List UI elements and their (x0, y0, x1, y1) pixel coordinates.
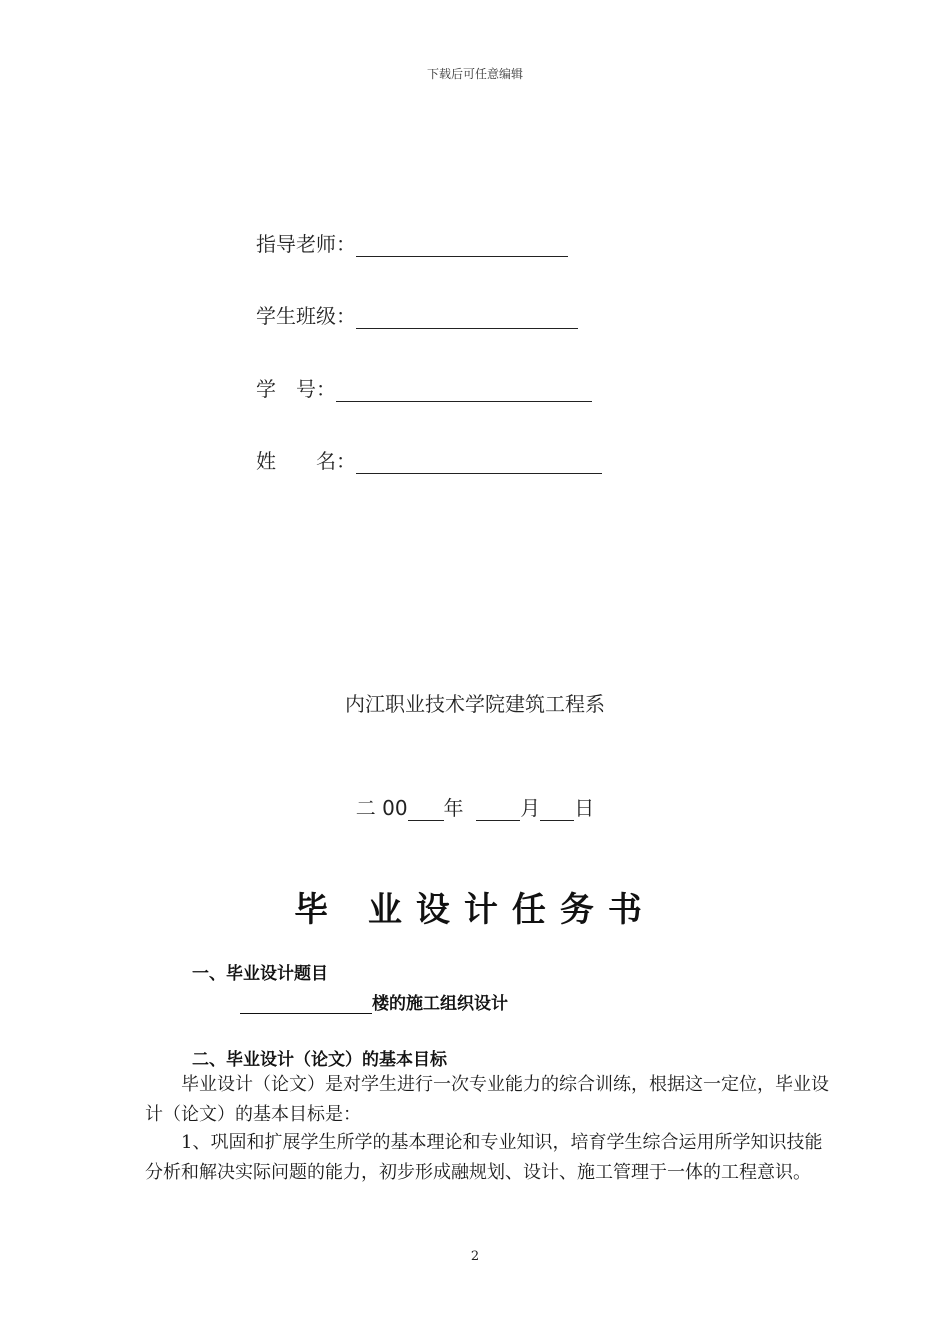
date-prefix: 二 00 (355, 796, 408, 820)
header-note: 下载后可任意编辑 (426, 67, 523, 81)
section2-paragraph-1: 毕业设计（论文）是对学生进行一次专业能力的综合训练，根据这一定位，毕业设计（论文）的基本目标是： (145, 1074, 829, 1125)
year-blank (408, 800, 444, 821)
page-number: 2 (470, 1249, 480, 1264)
date-day: 日 (574, 796, 595, 820)
topic-line (240, 989, 508, 1014)
name-blank (356, 451, 602, 474)
section2-paragraph-2: 1、巩固和扩展学生所学的基本理论和专业知识，培育学生综合运用所学知识技能分析和解决实际问题的能力，初步形成融规划、设计、施工管理于一体的工程意识。 (145, 1132, 823, 1183)
date-year: 年 (443, 796, 464, 820)
topic-suffix: 楼的施工组织设计 (372, 994, 508, 1014)
advisor-field (256, 228, 568, 257)
student-id-field (256, 373, 592, 402)
student-id-label: 学 号： (256, 377, 336, 401)
department: 内江职业技术学院建筑工程系 (345, 692, 605, 716)
document-title: 毕 业设计任务书 (294, 890, 656, 930)
date-line (0, 792, 950, 821)
section2-heading: 二、毕业设计（论文）的基本目标 (192, 1050, 447, 1070)
section1-heading: 一、毕业设计题目 (192, 964, 328, 984)
month-blank (476, 800, 520, 821)
topic-blank (240, 995, 372, 1014)
class-blank (356, 306, 578, 329)
day-blank (540, 800, 574, 821)
class-label: 学生班级： (256, 304, 356, 328)
class-field (256, 300, 578, 329)
name-label: 姓 名： (256, 449, 356, 473)
advisor-blank (356, 234, 568, 257)
name-field (256, 445, 602, 474)
advisor-label: 指导老师： (256, 232, 356, 256)
student-id-blank (336, 379, 592, 402)
date-month: 月 (520, 796, 541, 820)
